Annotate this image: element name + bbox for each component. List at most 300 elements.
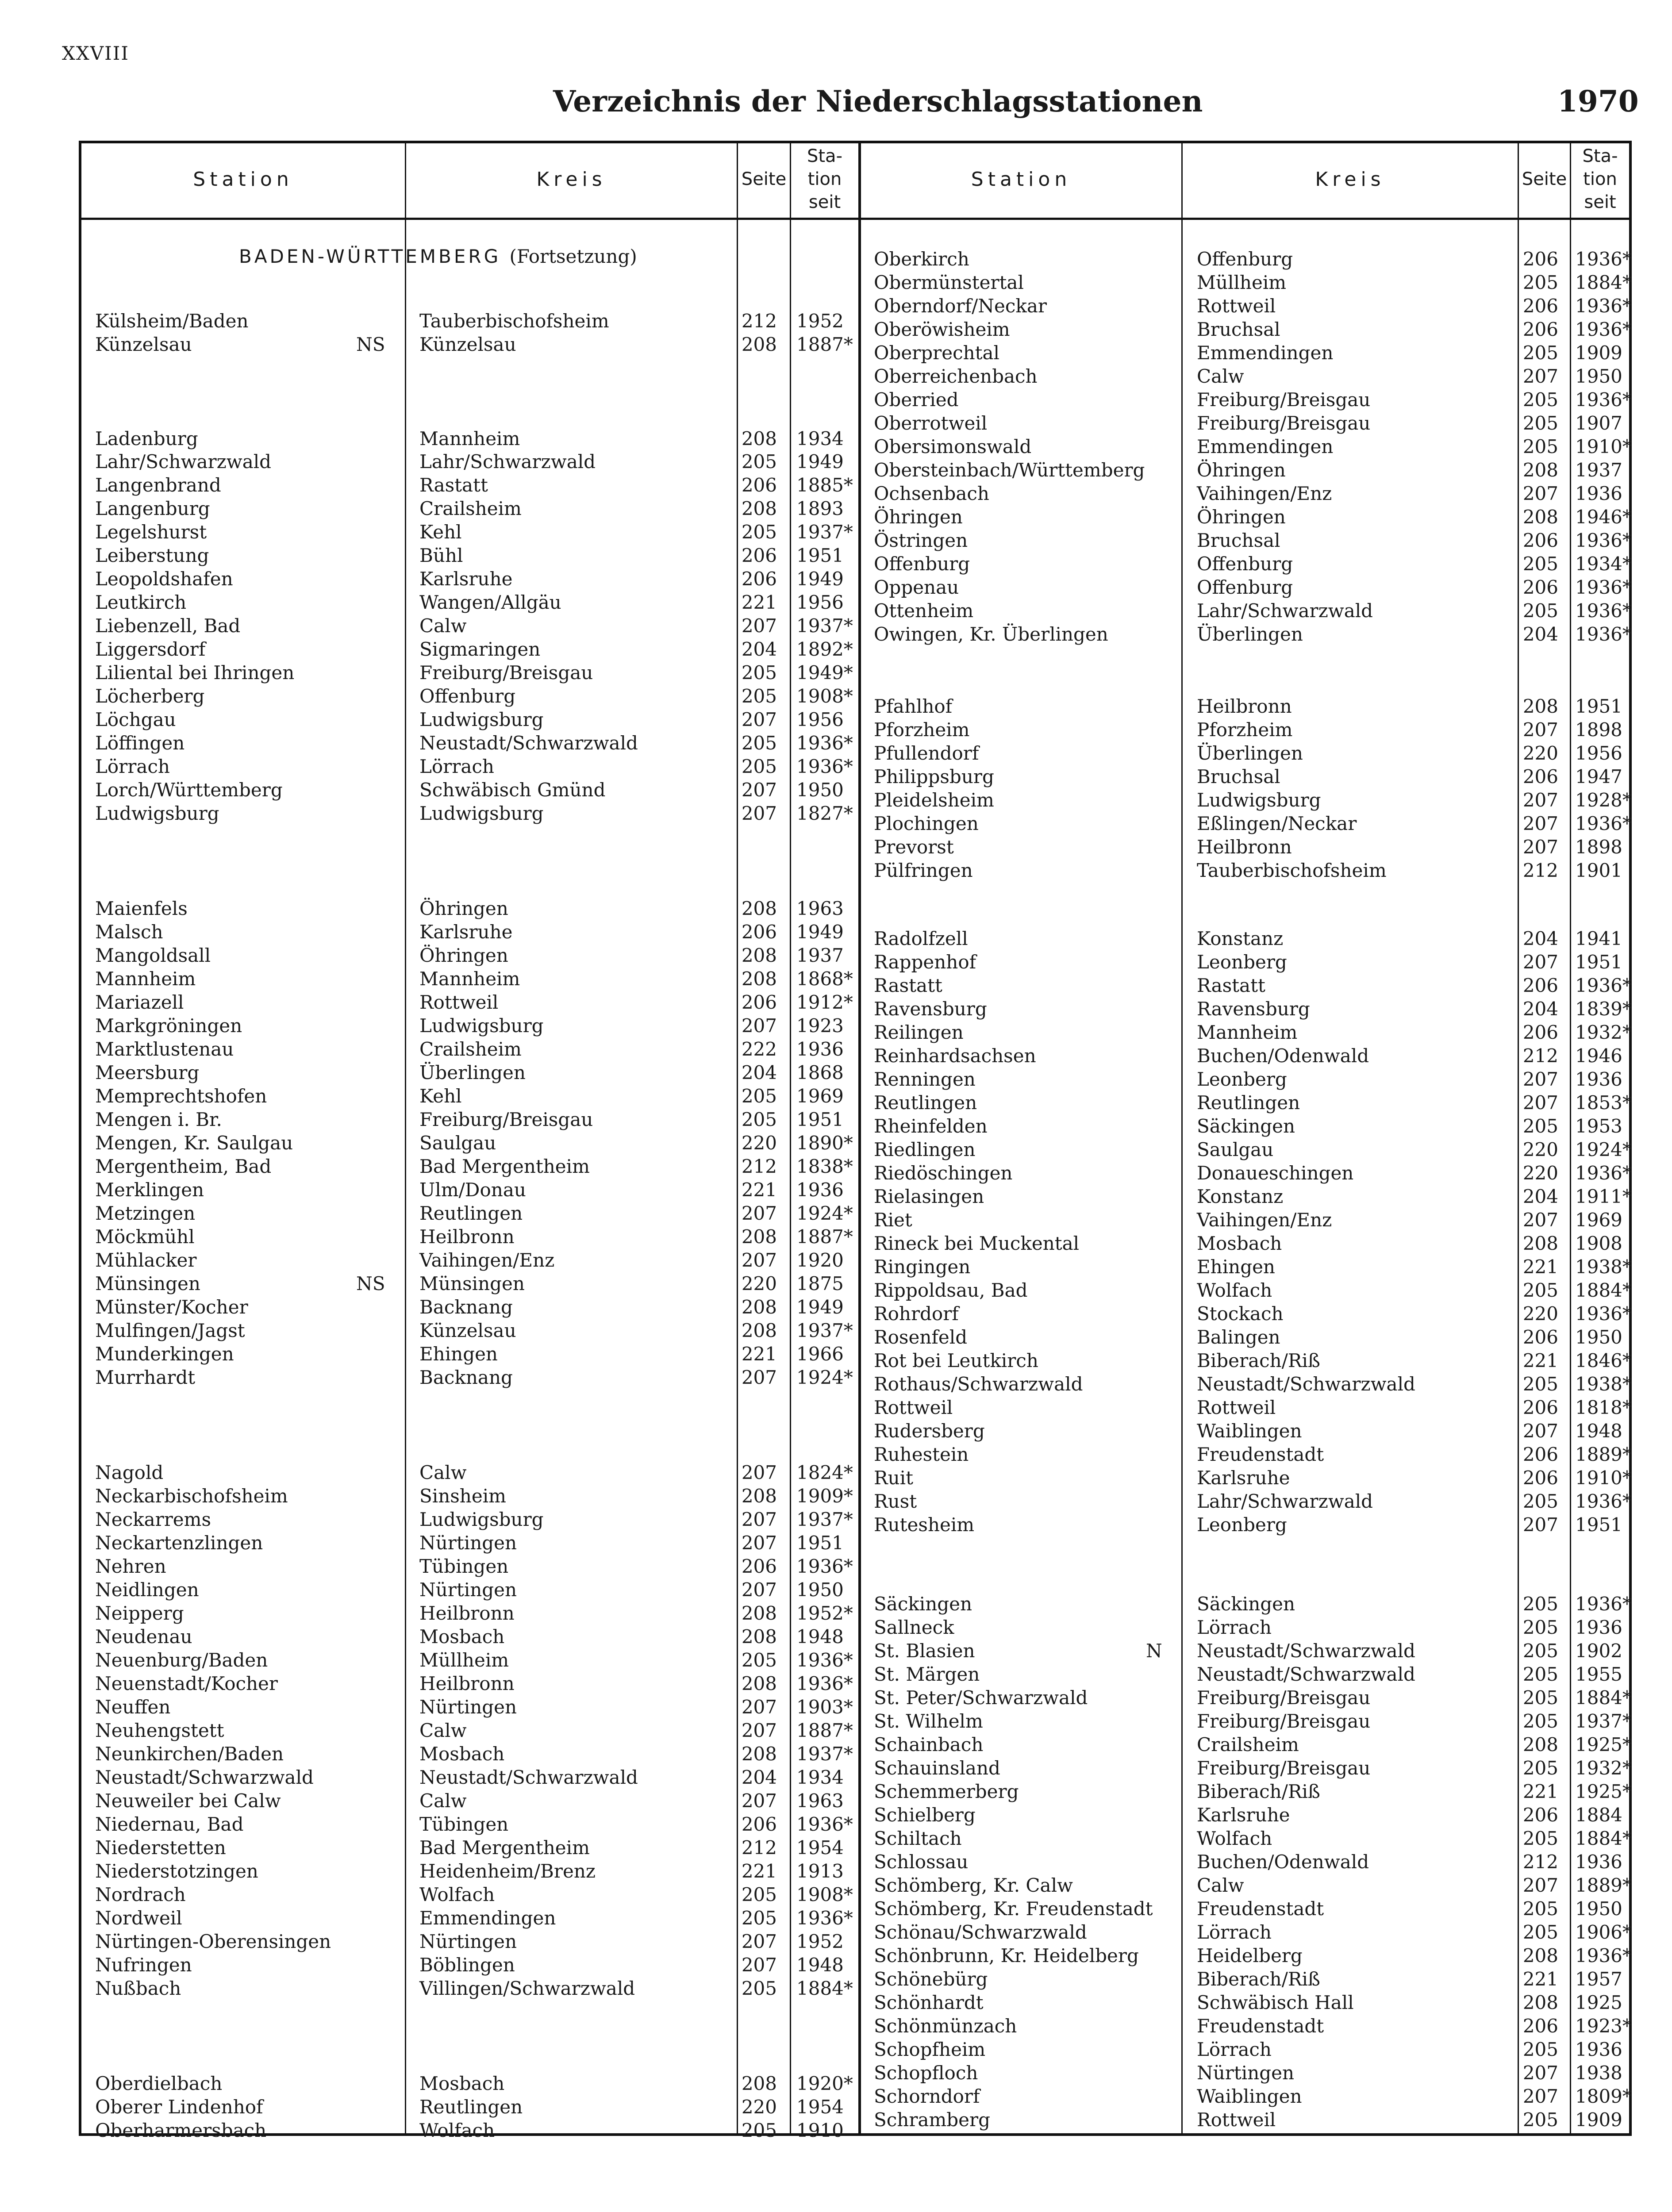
- table-row: [0, 1232, 1672, 1255]
- seite-number: 206: [741, 1555, 777, 1577]
- station-since-year: 1936: [1575, 1068, 1622, 1090]
- kreis-name: Biberach/Riß: [1197, 1350, 1320, 1371]
- kreis-name: Kehl: [419, 521, 462, 543]
- station-name: Markgröningen: [95, 1015, 242, 1037]
- station-since-year: 1934: [796, 1767, 844, 1788]
- station-since-year: 1937*: [796, 1509, 853, 1530]
- station-since-year: 1936*: [1575, 319, 1632, 340]
- station-name: Marktlustenau: [95, 1038, 234, 1060]
- station-name: Schönebürg: [874, 1968, 988, 1990]
- station-since-year: 1884*: [1575, 1828, 1632, 1849]
- kreis-name: Öhringen: [419, 945, 508, 966]
- station-name: Niedernau, Bad: [95, 1813, 244, 1835]
- station-name: Schielberg: [874, 1804, 976, 1826]
- station-since-year: 1932*: [1575, 1022, 1632, 1043]
- table-row: [0, 435, 1672, 458]
- table-row: [0, 1162, 1672, 1185]
- kreis-name: Lörrach: [1197, 1921, 1272, 1943]
- station-name: Löchgau: [95, 709, 176, 730]
- seite-number: 221: [1522, 1256, 1558, 1278]
- table-row: [0, 1209, 1672, 1232]
- seite-number: 221: [741, 591, 777, 613]
- header-station-right: Station: [971, 168, 1072, 191]
- table-row: [0, 1616, 1672, 1639]
- kreis-name: Ludwigsburg: [419, 1509, 544, 1530]
- station-since-year: 1887*: [796, 334, 853, 355]
- seite-number: 205: [1522, 1490, 1558, 1512]
- station-name: Külsheim/Baden: [95, 310, 249, 332]
- station-name: Langenburg: [95, 498, 210, 519]
- table-row: [0, 1757, 1672, 1780]
- station-name: Nehren: [95, 1555, 166, 1577]
- table-row: [0, 1663, 1672, 1686]
- table-row: [0, 599, 1672, 622]
- station-since-year: 1951: [1575, 1514, 1622, 1536]
- station-since-year: 1937*: [796, 1320, 853, 1341]
- kreis-name: Nürtingen: [419, 1532, 517, 1554]
- station-name: Nordweil: [95, 1907, 182, 1929]
- table-row: [0, 836, 1672, 859]
- kreis-name: Freudenstadt: [1197, 1444, 1324, 1465]
- seite-number: 205: [741, 2120, 777, 2141]
- kreis-name: Saulgau: [419, 1132, 496, 1154]
- seite-number: 208: [741, 334, 777, 355]
- header-seit-right: [1571, 141, 1629, 218]
- station-since-year: 1903*: [796, 1696, 853, 1718]
- station-since-year: 1928*: [1575, 789, 1632, 811]
- station-flag: N: [1146, 1640, 1162, 1662]
- station-since-year: 1889*: [1575, 1444, 1632, 1465]
- station-name: Memprechtshofen: [95, 1085, 267, 1107]
- kreis-name: Ehingen: [1197, 1256, 1275, 1278]
- header-seit-line2: tion: [807, 169, 842, 189]
- seite-number: 205: [1522, 1115, 1558, 1137]
- seite-number: 206: [741, 545, 777, 566]
- page-number: XXVIII: [62, 42, 129, 64]
- kreis-name: Bruchsal: [1197, 530, 1280, 551]
- station-since-year: 1868: [796, 1062, 844, 1083]
- station-since-year: 1907: [1575, 412, 1622, 434]
- kreis-name: Offenburg: [1197, 553, 1293, 575]
- kreis-name: Waiblingen: [1197, 2085, 1302, 2107]
- station-since-year: 1809*: [1575, 2085, 1632, 2107]
- seite-number: 205: [1522, 1593, 1558, 1615]
- table-row: [0, 951, 1672, 974]
- seite-number: 207: [1522, 1874, 1558, 1896]
- station-name: Rielasingen: [874, 1186, 984, 1207]
- station-since-year: 1936*: [1575, 1593, 1632, 1615]
- table-row: [0, 1991, 1672, 2014]
- seite-number: 207: [741, 1202, 777, 1224]
- station-name: Munderkingen: [95, 1343, 234, 1365]
- station-since-year: 1936*: [1575, 1162, 1632, 1184]
- kreis-name: Emmendingen: [1197, 436, 1334, 457]
- kreis-name: Calw: [419, 615, 467, 637]
- table-row: [0, 1804, 1672, 1827]
- kreis-name: Eßlingen/Neckar: [1197, 813, 1357, 834]
- kreis-name: Lahr/Schwarzwald: [419, 451, 596, 472]
- table-row: [0, 974, 1672, 997]
- station-since-year: 1936: [1575, 1851, 1622, 1873]
- station-since-year: 1949: [796, 568, 844, 590]
- seite-number: 205: [1522, 1617, 1558, 1638]
- station-name: Lörrach: [95, 756, 170, 777]
- kreis-name: Rottweil: [419, 991, 499, 1013]
- table-row: [0, 1115, 1672, 1138]
- station-since-year: 1937*: [796, 521, 853, 543]
- kreis-name: Nürtingen: [419, 1696, 517, 1718]
- kreis-name: Freiburg/Breisgau: [419, 662, 593, 684]
- kreis-name: Freudenstadt: [1197, 1898, 1324, 1920]
- kreis-name: Neustadt/Schwarzwald: [419, 732, 638, 754]
- station-name: Oberried: [874, 389, 959, 411]
- kreis-name: Offenburg: [1197, 248, 1293, 270]
- kreis-name: Müllheim: [1197, 272, 1287, 293]
- station-since-year: 1936*: [1575, 813, 1632, 834]
- seite-number: 205: [1522, 1279, 1558, 1301]
- seite-number: 205: [1522, 436, 1558, 457]
- table-row: [0, 318, 1672, 341]
- seite-number: 205: [741, 521, 777, 543]
- station-name: Schönmünzach: [874, 2015, 1017, 2037]
- station-name: Rust: [874, 1490, 917, 1512]
- seite-number: 208: [741, 1602, 777, 1624]
- kreis-name: Lörrach: [419, 756, 494, 777]
- kreis-name: Überlingen: [1197, 742, 1303, 764]
- station-name: Oberreichenbach: [874, 365, 1038, 387]
- station-name: Mannheim: [95, 968, 196, 990]
- station-since-year: 1954: [796, 2096, 844, 2118]
- station-name: Neuenburg/Baden: [95, 1649, 268, 1671]
- station-name: Schramberg: [874, 2109, 990, 2131]
- station-since-year: 1909: [1575, 342, 1622, 364]
- station-name: Neuweiler bei Calw: [95, 1790, 281, 1812]
- kreis-name: Rastatt: [1197, 975, 1265, 996]
- station-since-year: 1936*: [1575, 1945, 1632, 1966]
- station-name: Ludwigsburg: [95, 803, 219, 824]
- table-row: [0, 412, 1672, 435]
- seite-number: 208: [741, 498, 777, 519]
- station-since-year: 1853*: [1575, 1092, 1632, 1114]
- seite-number: 204: [1522, 623, 1558, 645]
- station-since-year: 1951: [796, 545, 844, 566]
- kreis-name: Crailsheim: [1197, 1734, 1299, 1755]
- kreis-name: Freiburg/Breisgau: [1197, 389, 1371, 411]
- station-name: St. Märgen: [874, 1663, 980, 1685]
- kreis-name: Calw: [419, 1720, 467, 1741]
- table-row: [0, 1490, 1672, 1513]
- kreis-name: Reutlingen: [419, 2096, 523, 2118]
- kreis-name: Biberach/Riß: [1197, 1781, 1320, 1802]
- station-name: Oberer Lindenhof: [95, 2096, 263, 2118]
- station-since-year: 1887*: [796, 1226, 853, 1248]
- station-name: Legelshurst: [95, 521, 207, 543]
- seite-number: 205: [741, 1907, 777, 1929]
- kreis-name: Leonberg: [1197, 951, 1287, 973]
- kreis-name: Ludwigsburg: [419, 803, 544, 824]
- seite-number: 208: [741, 428, 777, 449]
- station-since-year: 1824*: [796, 1462, 853, 1483]
- seite-number: 207: [1522, 365, 1558, 387]
- kreis-name: Calw: [419, 1790, 467, 1812]
- station-name: Schönbrunn, Kr. Heidelberg: [874, 1945, 1139, 1966]
- table-row: [0, 1279, 1672, 1302]
- table-row: [0, 927, 1672, 950]
- station-name: Reinhardsachsen: [874, 1045, 1036, 1067]
- seite-number: 207: [1522, 1068, 1558, 1090]
- table-row: [0, 1443, 1672, 1466]
- seite-number: 208: [741, 1320, 777, 1341]
- station-since-year: 1889*: [1575, 1874, 1632, 1896]
- seite-number: 206: [1522, 766, 1558, 787]
- header-divider: [79, 218, 1632, 220]
- seite-number: 221: [1522, 1781, 1558, 1802]
- station-name: Löffingen: [95, 732, 185, 754]
- station-name: Schönhardt: [874, 1992, 984, 2013]
- seite-number: 204: [741, 1062, 777, 1083]
- station-since-year: 1963: [796, 898, 844, 919]
- seite-number: 220: [741, 2096, 777, 2118]
- seite-number: 207: [1522, 1209, 1558, 1231]
- seite-number: 207: [741, 1249, 777, 1271]
- station-since-year: 1936*: [1575, 576, 1632, 598]
- kreis-name: Karlsruhe: [1197, 1467, 1290, 1489]
- kreis-name: Pforzheim: [1197, 719, 1293, 741]
- station-since-year: 1936*: [1575, 1490, 1632, 1512]
- station-since-year: 1913: [796, 1860, 844, 1882]
- seite-number: 206: [1522, 1467, 1558, 1489]
- station-name: Schlossau: [874, 1851, 969, 1873]
- station-name: Obermünstertal: [874, 272, 1024, 293]
- station-since-year: 1893: [796, 498, 844, 519]
- kreis-name: Rottweil: [1197, 295, 1276, 317]
- table-row: [0, 482, 1672, 505]
- station-since-year: 1936*: [1575, 623, 1632, 645]
- station-since-year: 1936*: [796, 756, 853, 777]
- station-since-year: 1938*: [1575, 1373, 1632, 1395]
- table-row: [0, 506, 1672, 529]
- table-row: [0, 742, 1672, 765]
- kreis-name: Heidelberg: [1197, 1945, 1303, 1966]
- station-since-year: 1937: [796, 945, 844, 966]
- station-since-year: 1884: [1575, 1804, 1622, 1826]
- station-name: Neckartenzlingen: [95, 1532, 263, 1554]
- station-since-year: 1953: [1575, 1115, 1622, 1137]
- kreis-name: Mannheim: [1197, 1022, 1298, 1043]
- station-since-year: 1963: [796, 1790, 844, 1812]
- station-name: St. Wilhelm: [874, 1710, 983, 1732]
- seite-number: 206: [1522, 975, 1558, 996]
- table-row: [0, 2085, 1672, 2108]
- table-row: [0, 1513, 1672, 1536]
- station-since-year: 1951: [796, 1532, 844, 1554]
- table-row: [0, 1968, 1672, 1991]
- station-name: Neidlingen: [95, 1579, 199, 1601]
- table-row: [0, 459, 1672, 482]
- seite-number: 207: [1522, 813, 1558, 834]
- station-name: Schopfloch: [874, 2062, 978, 2084]
- station-since-year: 1950: [1575, 1326, 1622, 1348]
- seite-number: 220: [741, 1132, 777, 1154]
- station-since-year: 1949: [796, 921, 844, 943]
- kreis-name: Mannheim: [419, 968, 520, 990]
- station-since-year: 1925*: [1575, 1734, 1632, 1755]
- header-kreis-right: Kreis: [1315, 168, 1385, 191]
- station-name: Renningen: [874, 1068, 976, 1090]
- station-name: Neuenstadt/Kocher: [95, 1673, 278, 1694]
- station-name: Owingen, Kr. Überlingen: [874, 623, 1108, 645]
- station-name: Schemmerberg: [874, 1781, 1019, 1802]
- station-since-year: 1937: [1575, 459, 1622, 481]
- kreis-name: Bad Mergentheim: [419, 1156, 590, 1177]
- station-since-year: 1956: [1575, 742, 1622, 764]
- station-since-year: 1936*: [796, 1649, 853, 1671]
- station-name: Niederstetten: [95, 1837, 226, 1859]
- station-since-year: 1901: [1575, 860, 1622, 881]
- kreis-name: Vaihingen/Enz: [419, 1249, 555, 1271]
- seite-number: 207: [741, 1954, 777, 1976]
- station-name: Schömberg, Kr. Calw: [874, 1874, 1073, 1896]
- kreis-name: Offenburg: [1197, 576, 1293, 598]
- table-row: [0, 1420, 1672, 1443]
- seite-number: 205: [1522, 272, 1558, 293]
- kreis-name: Rottweil: [1197, 1397, 1276, 1418]
- table-row: [0, 1302, 1672, 1325]
- station-name: Oberndorf/Neckar: [874, 295, 1047, 317]
- seite-number: 205: [1522, 412, 1558, 434]
- kreis-name: Vaihingen/Enz: [1197, 1209, 1332, 1231]
- seite-number: 208: [741, 2073, 777, 2094]
- kreis-name: Tübingen: [419, 1555, 509, 1577]
- kreis-name: Lahr/Schwarzwald: [1197, 600, 1373, 622]
- table-row: [0, 295, 1672, 318]
- kreis-name: Säckingen: [1197, 1115, 1295, 1137]
- station-since-year: 1827*: [796, 803, 853, 824]
- table-row: [0, 529, 1672, 552]
- seite-number: 207: [1522, 1514, 1558, 1536]
- kreis-name: Reutlingen: [419, 1202, 523, 1224]
- kreis-name: Heilbronn: [419, 1226, 515, 1248]
- station-name: Liliental bei Ihringen: [95, 662, 295, 684]
- seite-number: 206: [1522, 1022, 1558, 1043]
- kreis-name: Freiburg/Breisgau: [1197, 1710, 1371, 1732]
- kreis-name: Öhringen: [1197, 506, 1286, 528]
- table-row: [0, 1733, 1672, 1756]
- station-since-year: 1934: [796, 428, 844, 449]
- kreis-name: Tauberbischofsheim: [419, 310, 609, 332]
- station-name: Schorndorf: [874, 2085, 980, 2107]
- seite-number: 206: [741, 474, 777, 496]
- kreis-name: Künzelsau: [419, 334, 516, 355]
- seite-number: 208: [741, 1626, 777, 1647]
- kreis-name: Freiburg/Breisgau: [419, 1109, 593, 1130]
- station-since-year: 1948: [1575, 1420, 1622, 1442]
- station-name: Nagold: [95, 1462, 164, 1483]
- section-name: BADEN-WÜRTTEMBERG: [239, 246, 501, 267]
- kreis-name: Künzelsau: [419, 1320, 516, 1341]
- station-since-year: 1937*: [1575, 1710, 1632, 1732]
- station-since-year: 1936*: [1575, 530, 1632, 551]
- seite-number: 206: [741, 568, 777, 590]
- table-row: [0, 661, 1672, 684]
- station-since-year: 1936*: [796, 1813, 853, 1835]
- station-name: Rineck bei Muckental: [874, 1233, 1080, 1254]
- station-name: Schainbach: [874, 1734, 984, 1755]
- station-name: Nürtingen-Oberensingen: [95, 1931, 331, 1952]
- kreis-name: Kehl: [419, 1085, 462, 1107]
- seite-number: 204: [741, 638, 777, 660]
- kreis-name: Karlsruhe: [419, 568, 513, 590]
- table-row: [0, 1555, 1672, 1578]
- station-name: Ruhestein: [874, 1444, 969, 1465]
- kreis-name: Tübingen: [419, 1813, 509, 1835]
- station-name: Metzingen: [95, 1202, 196, 1224]
- table-row: [0, 365, 1672, 388]
- seite-number: 208: [741, 945, 777, 966]
- station-name: Rippoldsau, Bad: [874, 1279, 1028, 1301]
- seite-number: 206: [1522, 319, 1558, 340]
- station-since-year: 1951: [1575, 951, 1622, 973]
- station-name: Schiltach: [874, 1828, 962, 1849]
- station-since-year: 1898: [1575, 836, 1622, 858]
- kreis-name: Lörrach: [1197, 2039, 1272, 2060]
- kreis-name: Calw: [1197, 1874, 1244, 1896]
- kreis-name: Bühl: [419, 545, 463, 566]
- header-seite-right: Seite: [1522, 169, 1567, 189]
- station-name: Rheinfelden: [874, 1115, 988, 1137]
- seite-number: 208: [1522, 1992, 1558, 2013]
- table-row: [0, 1944, 1672, 1967]
- station-name: Löcherberg: [95, 685, 205, 707]
- header-seit-line1: Sta-: [807, 146, 843, 166]
- station-since-year: 1909: [1575, 2109, 1622, 2131]
- station-name: Rohrdorf: [874, 1303, 959, 1325]
- seite-number: 212: [1522, 1851, 1558, 1873]
- station-name: Rudersberg: [874, 1420, 985, 1442]
- station-name: Oberprechtal: [874, 342, 999, 364]
- kreis-name: Mosbach: [419, 1626, 505, 1647]
- kreis-name: Villingen/Schwarzwald: [419, 1978, 635, 1999]
- table-row: [0, 1686, 1672, 1709]
- station-name: Oberharmersbach: [95, 2120, 267, 2141]
- table-row: [0, 1921, 1672, 1944]
- station-name: Niederstotzingen: [95, 1860, 258, 1882]
- table-row: [0, 718, 1672, 741]
- station-name: Obersteinbach/Württemberg: [874, 459, 1145, 481]
- seite-number: 205: [1522, 2109, 1558, 2131]
- seite-number: 205: [1522, 389, 1558, 411]
- table-row: [0, 812, 1672, 835]
- table-row: [0, 1326, 1672, 1349]
- page-title: Verzeichnis der Niederschlagsstationen: [553, 84, 1203, 119]
- table-row: [0, 1349, 1672, 1372]
- seite-number: 205: [741, 662, 777, 684]
- kreis-name: Bad Mergentheim: [419, 1837, 590, 1859]
- kreis-name: Calw: [1197, 365, 1244, 387]
- station-name: Neipperg: [95, 1602, 184, 1624]
- seite-number: 208: [1522, 506, 1558, 528]
- station-name: Öhringen: [874, 506, 963, 528]
- kreis-name: Bruchsal: [1197, 766, 1280, 787]
- station-since-year: 1936*: [1575, 248, 1632, 270]
- seite-number: 212: [1522, 860, 1558, 881]
- seite-number: 205: [741, 685, 777, 707]
- seite-number: 208: [741, 1673, 777, 1694]
- seite-number: 221: [1522, 1350, 1558, 1371]
- kreis-name: Rastatt: [419, 474, 488, 496]
- seite-number: 208: [741, 1226, 777, 1248]
- station-name: Reilingen: [874, 1022, 964, 1043]
